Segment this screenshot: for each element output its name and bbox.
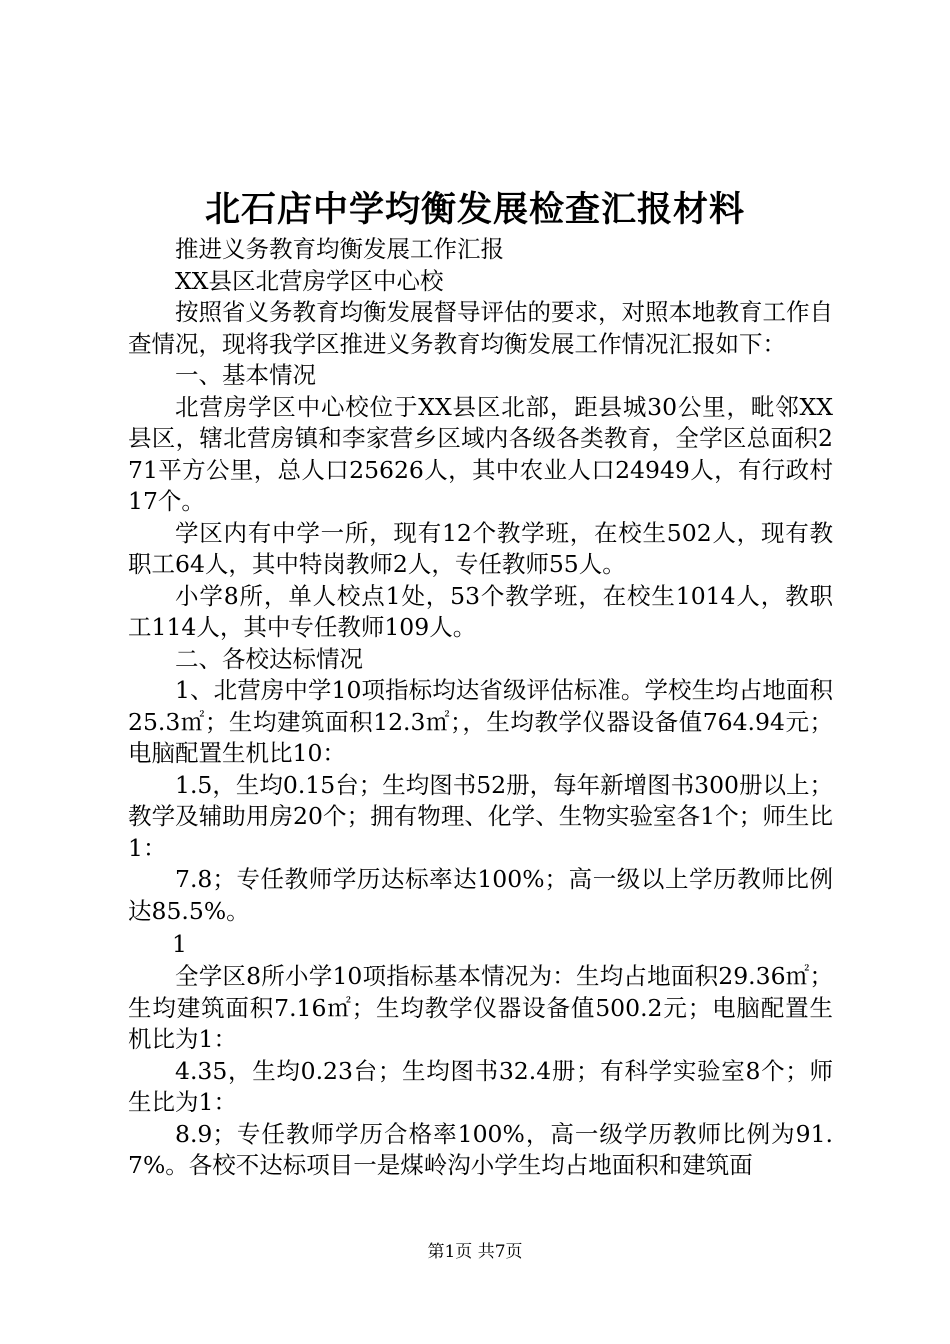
paragraph: 8.9；专任教师学历合格率100%，高一级学历教师比例为91.7%。各校不达标项目一是煤岭沟小学生均占地面积和建筑面 — [128, 1119, 833, 1179]
document-title: 北石店中学均衡发展检查汇报材料 — [204, 189, 745, 230]
paragraph: 北营房学区中心校位于XX县区北部，距县城30公里，毗邻XX县区，辖北营房镇和李家营乡区域内各级各类教育，全学区总面积271平方公里，总人口25626人，其中农业人口24949人，有行政村17个。 — [128, 392, 833, 515]
inline-page-number: 1 — [172, 930, 187, 958]
paragraph: XX县区北营房学区中心校 — [175, 266, 444, 295]
paragraph: 7.8；专任教师学历达标率达100%；高一级以上学历教师比例达85.5%。 — [128, 865, 833, 925]
paragraph: 全学区8所小学10项指标基本情况为：生均占地面积29.36㎡；生均建筑面积7.16㎡；生均教学仪器设备值500.2元；电脑配置生机比为1： — [128, 962, 833, 1053]
section-heading: 一、基本情况 — [175, 361, 316, 389]
paragraph: 4.35，生均0.23台；生均图书32.4册；有科学实验室8个；师生比为1： — [128, 1056, 833, 1116]
paragraph: 小学8所，单人校点1处，53个教学班，在校生1014人，教职工114人，其中专任教师109人。 — [128, 581, 833, 641]
paragraph: 按照省义务教育均衡发展督导评估的要求，对照本地教育工作自查情况，现将我学区推进义务教育均衡发展工作情况汇报如下： — [128, 298, 833, 358]
page-footer: 第1页 共7页 — [427, 1242, 523, 1262]
paragraph: 1.5，生均0.15台；生均图书52册，每年新增图书300册以上；教学及辅助用房20个；拥有物理、化学、生物实验室各1个；师生比1： — [128, 770, 833, 862]
paragraph: 学区内有中学一所，现有12个教学班，在校生502人，现有教职工64人，其中特岗教师2人，专任教师55人。 — [128, 518, 833, 578]
paragraph: 1、北营房中学10项指标均达省级评估标准。学校生均占地面积25.3㎡；生均建筑面积12.3㎡；，生均教学仪器设备值764.94元；电脑配置生机比10： — [128, 676, 833, 767]
paragraph: 推进义务教育均衡发展工作汇报 — [175, 235, 504, 263]
section-heading: 二、各校达标情况 — [175, 644, 363, 673]
document-body — [128, 234, 833, 1182]
